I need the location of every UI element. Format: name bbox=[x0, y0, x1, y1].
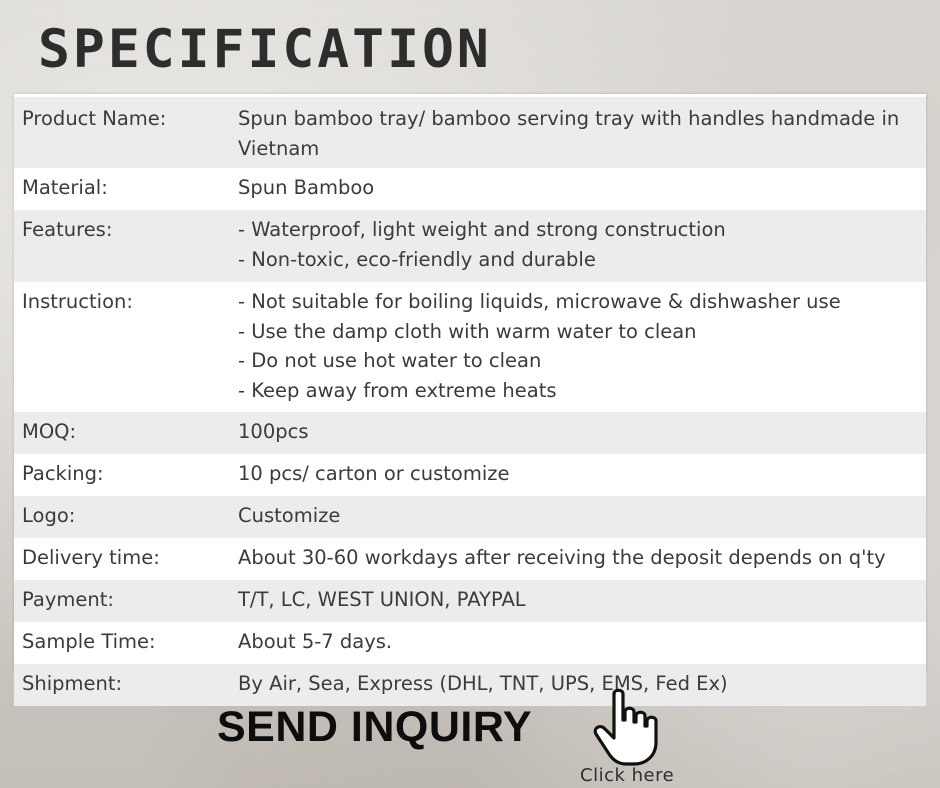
row-label: Sample Time: bbox=[14, 622, 238, 664]
table-row-packing bbox=[14, 454, 926, 496]
row-value-line: - Not suitable for boiling liquids, microwave & dishwasher use bbox=[238, 290, 841, 313]
table-row-product-name bbox=[14, 97, 926, 168]
table-row-material bbox=[14, 168, 926, 210]
row-value-line: 100pcs bbox=[238, 420, 309, 443]
row-value-line: By Air, Sea, Express (DHL, TNT, UPS, EMS, Fed Ex) bbox=[238, 672, 728, 695]
row-label: Product Name: bbox=[14, 97, 238, 168]
row-value bbox=[238, 454, 926, 496]
row-value bbox=[238, 412, 926, 454]
specification-table-card bbox=[14, 94, 926, 695]
row-value bbox=[238, 622, 926, 664]
table-row-moq bbox=[14, 412, 926, 454]
row-value-line: - Use the damp cloth with warm water to clean bbox=[238, 319, 697, 343]
row-value bbox=[238, 282, 926, 412]
row-label: MOQ: bbox=[14, 412, 238, 454]
row-label: Payment: bbox=[14, 580, 238, 622]
click-here-hint[interactable]: Click here bbox=[580, 765, 675, 786]
row-label: Delivery time: bbox=[14, 538, 238, 580]
row-label: Features: bbox=[14, 210, 238, 282]
table-row-features bbox=[14, 210, 926, 282]
row-value-line: About 5-7 days. bbox=[238, 630, 393, 653]
table-row-shipment bbox=[14, 664, 926, 706]
row-value-line: Spun Bamboo bbox=[238, 176, 375, 199]
row-value bbox=[238, 97, 926, 168]
row-value-line: Customize bbox=[238, 504, 341, 527]
specification-table bbox=[14, 97, 926, 706]
row-value bbox=[238, 580, 926, 622]
table-row-instruction bbox=[14, 282, 926, 412]
page-title: SPECIFICATION bbox=[38, 19, 492, 80]
row-value-line: T/T, LC, WEST UNION, PAYPAL bbox=[238, 588, 526, 611]
row-value-line: About 30-60 workdays after receiving the deposit depends on q'ty bbox=[238, 546, 886, 569]
row-label: Shipment: bbox=[14, 664, 238, 706]
pointing-hand-icon[interactable] bbox=[590, 686, 666, 766]
row-value bbox=[238, 210, 926, 282]
row-value-line: Spun bamboo tray/ bamboo serving tray with handles handmade in Vietnam bbox=[238, 107, 900, 160]
row-value bbox=[238, 168, 926, 210]
row-value-line: - Waterproof, light weight and strong construction bbox=[238, 218, 726, 241]
row-value-line: 10 pcs/ carton or customize bbox=[238, 462, 510, 485]
row-value bbox=[238, 538, 926, 580]
row-value bbox=[238, 664, 926, 706]
row-value-line: - Keep away from extreme heats bbox=[238, 378, 557, 402]
row-label: Logo: bbox=[14, 496, 238, 538]
row-label: Instruction: bbox=[14, 282, 238, 412]
row-value bbox=[238, 496, 926, 538]
table-row-sample-time bbox=[14, 622, 926, 664]
send-inquiry-button[interactable]: SEND INQUIRY bbox=[217, 703, 532, 751]
row-label: Packing: bbox=[14, 454, 238, 496]
row-value-line: - Do not use hot water to clean bbox=[238, 349, 542, 372]
row-label: Material: bbox=[14, 168, 238, 210]
row-value-line: - Non-toxic, eco-friendly and durable bbox=[238, 247, 596, 271]
table-row-payment bbox=[14, 580, 926, 622]
table-row-delivery-time bbox=[14, 538, 926, 580]
table-row-logo bbox=[14, 496, 926, 538]
